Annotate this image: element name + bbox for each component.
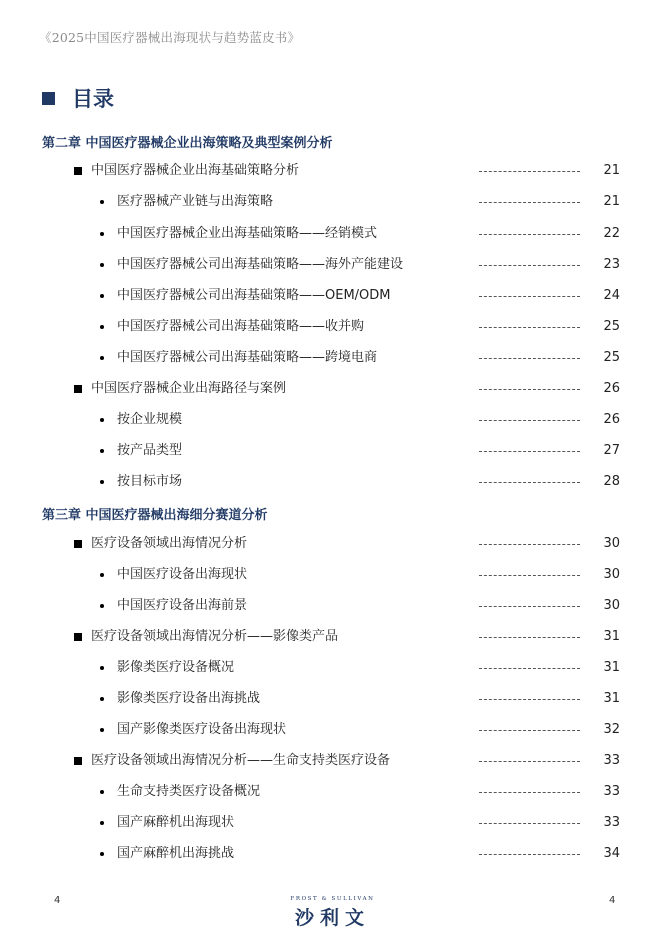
dot-leader xyxy=(479,699,580,700)
toc-page-number: 26 xyxy=(603,381,620,396)
toc-entry[interactable] xyxy=(0,379,665,399)
toc-entry[interactable] xyxy=(0,782,665,802)
toc-entry[interactable] xyxy=(0,720,665,740)
toc-entry-label: 中国医疗器械公司出海基础策略——海外产能建设 xyxy=(117,257,404,272)
logo-english-text: FROST & SULLIVAN xyxy=(290,896,375,902)
dot-leader xyxy=(479,575,580,576)
square-bullet-icon xyxy=(74,757,82,765)
dot-leader xyxy=(479,451,580,452)
square-bullet-icon xyxy=(42,92,55,105)
dot-leader xyxy=(479,171,580,172)
toc-title: 目录 xyxy=(72,87,114,111)
logo-chinese-text: 沙利文 xyxy=(294,907,370,929)
toc-entry-label: 中国医疗器械企业出海基础策略——经销模式 xyxy=(117,226,378,241)
toc-heading xyxy=(42,84,114,112)
dot-leader xyxy=(479,544,580,545)
dot-leader xyxy=(479,668,580,669)
dot-leader xyxy=(479,389,580,390)
round-bullet-icon xyxy=(100,356,104,360)
toc-entry[interactable] xyxy=(0,751,665,771)
toc-page-number: 30 xyxy=(603,536,620,551)
chapter-heading[interactable]: 第三章 中国医疗器械出海细分赛道分析 xyxy=(42,508,268,523)
footer-page-number-right: 4 xyxy=(609,895,616,906)
toc-entry[interactable] xyxy=(0,441,665,461)
toc-entry-label: 国产麻醉机出海挑战 xyxy=(117,846,235,861)
round-bullet-icon xyxy=(100,325,104,329)
dot-leader xyxy=(479,234,580,235)
toc-entry[interactable] xyxy=(0,565,665,585)
toc-entry[interactable] xyxy=(0,410,665,430)
dot-leader xyxy=(479,420,580,421)
toc-entry-label: 按产品类型 xyxy=(117,443,183,458)
toc-entry-label: 中国医疗设备出海现状 xyxy=(117,567,248,582)
toc-page-number: 32 xyxy=(603,722,620,737)
dot-leader xyxy=(479,296,580,297)
toc-page-number: 30 xyxy=(603,598,620,613)
dot-leader xyxy=(479,327,580,328)
toc-page-number: 25 xyxy=(603,350,620,365)
toc-entry-label: 中国医疗器械企业出海路径与案例 xyxy=(91,381,287,396)
dot-leader xyxy=(479,761,580,762)
toc-page-number: 21 xyxy=(603,163,620,178)
toc-entry-label: 按企业规模 xyxy=(117,412,183,427)
round-bullet-icon xyxy=(100,728,104,732)
toc-entry-label: 国产麻醉机出海现状 xyxy=(117,815,235,830)
toc-page-number: 24 xyxy=(603,288,620,303)
toc-page-number: 33 xyxy=(603,753,620,768)
square-bullet-icon xyxy=(74,167,82,175)
square-bullet-icon xyxy=(74,385,82,393)
dot-leader xyxy=(479,606,580,607)
round-bullet-icon xyxy=(100,666,104,670)
toc-entry-label: 中国医疗器械公司出海基础策略——收并购 xyxy=(117,319,365,334)
dot-leader xyxy=(479,202,580,203)
toc-page-number: 31 xyxy=(603,691,620,706)
toc-page-number: 33 xyxy=(603,815,620,830)
dot-leader xyxy=(479,265,580,266)
toc-entry[interactable] xyxy=(0,224,665,244)
toc-entry[interactable] xyxy=(0,161,665,181)
toc-entry-label: 按目标市场 xyxy=(117,474,183,489)
toc-entry-label: 中国医疗器械公司出海基础策略——OEM/ODM xyxy=(117,288,391,303)
square-bullet-icon xyxy=(74,633,82,641)
chapter-heading[interactable]: 第二章 中国医疗器械企业出海策略及典型案例分析 xyxy=(42,136,333,151)
toc-page-number: 22 xyxy=(603,226,620,241)
dot-leader xyxy=(479,482,580,483)
dot-leader xyxy=(479,854,580,855)
toc-entry-label: 医疗设备领域出海情况分析——影像类产品 xyxy=(91,629,339,644)
square-bullet-icon xyxy=(74,540,82,548)
round-bullet-icon xyxy=(100,200,104,204)
toc-entry-label: 中国医疗设备出海前景 xyxy=(117,598,248,613)
dot-leader xyxy=(479,730,580,731)
dot-leader xyxy=(479,792,580,793)
toc-entry-label: 医疗设备领域出海情况分析——生命支持类医疗设备 xyxy=(91,753,391,768)
toc-entry[interactable] xyxy=(0,658,665,678)
toc-entry[interactable] xyxy=(0,689,665,709)
round-bullet-icon xyxy=(100,604,104,608)
toc-page-number: 33 xyxy=(603,784,620,799)
toc-page-number: 26 xyxy=(603,412,620,427)
round-bullet-icon xyxy=(100,294,104,298)
round-bullet-icon xyxy=(100,852,104,856)
round-bullet-icon xyxy=(100,418,104,422)
toc-entry[interactable] xyxy=(0,844,665,864)
round-bullet-icon xyxy=(100,449,104,453)
toc-entry-label: 生命支持类医疗设备概况 xyxy=(117,784,261,799)
toc-entry[interactable] xyxy=(0,255,665,275)
dot-leader xyxy=(479,823,580,824)
toc-entry-label: 医疗设备领域出海情况分析 xyxy=(91,536,248,551)
dot-leader xyxy=(479,358,580,359)
toc-entry[interactable] xyxy=(0,534,665,554)
company-logo xyxy=(0,896,665,930)
toc-entry[interactable] xyxy=(0,627,665,647)
toc-entry-label: 医疗器械产业链与出海策略 xyxy=(117,194,274,209)
toc-entry[interactable] xyxy=(0,596,665,616)
toc-page-number: 25 xyxy=(603,319,620,334)
round-bullet-icon xyxy=(100,480,104,484)
toc-entry-label: 影像类医疗设备概况 xyxy=(117,660,235,675)
toc-page-number: 27 xyxy=(603,443,620,458)
dot-leader xyxy=(479,637,580,638)
round-bullet-icon xyxy=(100,263,104,267)
toc-page-number: 34 xyxy=(603,846,620,861)
round-bullet-icon xyxy=(100,232,104,236)
document-header-title: 《2025中国医疗器械出海现状与趋势蓝皮书》 xyxy=(39,30,301,45)
round-bullet-icon xyxy=(100,821,104,825)
toc-page-number: 31 xyxy=(603,660,620,675)
toc-entry[interactable] xyxy=(0,348,665,368)
toc-page-number: 28 xyxy=(603,474,620,489)
toc-page-number: 31 xyxy=(603,629,620,644)
toc-entry[interactable] xyxy=(0,813,665,833)
toc-entry[interactable] xyxy=(0,317,665,337)
toc-page-number: 30 xyxy=(603,567,620,582)
toc-entry-label: 国产影像类医疗设备出海现状 xyxy=(117,722,287,737)
toc-entry[interactable] xyxy=(0,286,665,306)
round-bullet-icon xyxy=(100,790,104,794)
round-bullet-icon xyxy=(100,573,104,577)
footer-page-number-left: 4 xyxy=(54,895,61,906)
round-bullet-icon xyxy=(100,697,104,701)
toc-entry-label: 中国医疗器械企业出海基础策略分析 xyxy=(91,163,300,178)
toc-entry-label: 中国医疗器械公司出海基础策略——跨境电商 xyxy=(117,350,378,365)
toc-page-number: 23 xyxy=(603,257,620,272)
toc-entry[interactable] xyxy=(0,192,665,212)
toc-entry-label: 影像类医疗设备出海挑战 xyxy=(117,691,261,706)
toc-page-number: 21 xyxy=(603,194,620,209)
toc-entry[interactable] xyxy=(0,472,665,492)
